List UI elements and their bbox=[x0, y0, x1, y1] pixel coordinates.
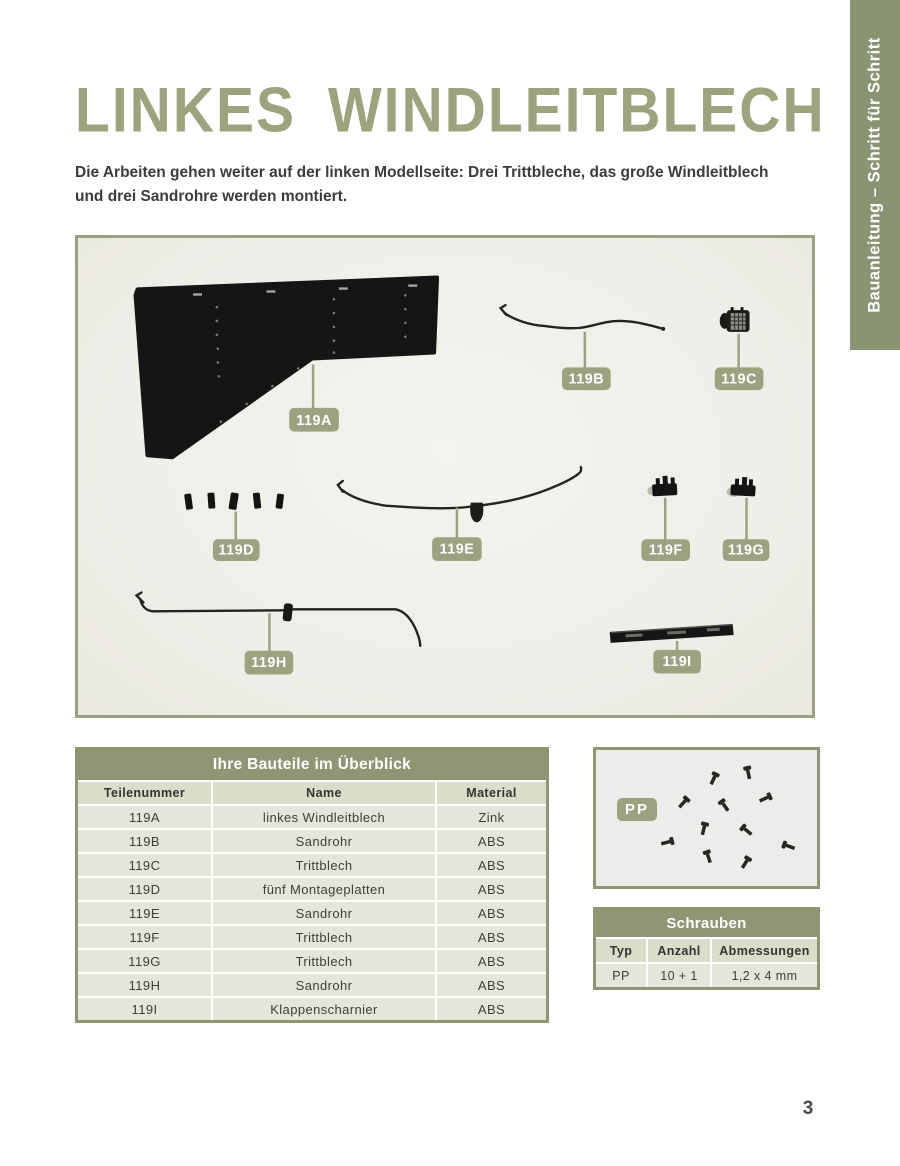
column-header-abmessungen: Abmessungen bbox=[712, 939, 817, 962]
cell-number: 119E bbox=[78, 902, 211, 924]
parts-table-title: Ihre Bauteile im Überblick bbox=[78, 750, 546, 780]
part-119c-shape bbox=[720, 307, 750, 332]
part-119i-shape bbox=[610, 624, 734, 643]
part-label-119d: 119D bbox=[218, 542, 254, 559]
table-row bbox=[78, 926, 546, 948]
chapter-tab-label: Bauanleitung – Schritt für Schritt bbox=[865, 37, 884, 313]
cell-name: Trittblech bbox=[213, 950, 435, 972]
cell-number: 119F bbox=[78, 926, 211, 948]
cell-material: ABS bbox=[437, 950, 546, 972]
table-row bbox=[78, 902, 546, 924]
cell-name: Sandrohr bbox=[213, 830, 435, 852]
cell-number: 119I bbox=[78, 998, 211, 1020]
cell-number: 119G bbox=[78, 950, 211, 972]
table-row bbox=[596, 964, 817, 987]
parts-photo bbox=[78, 238, 812, 715]
screws-table-title: Schrauben bbox=[596, 910, 817, 937]
screw-type-badge: PP bbox=[617, 798, 657, 821]
cell-abmessungen: 1,2 x 4 mm bbox=[712, 964, 817, 987]
intro-text: Die Arbeiten gehen weiter auf der linken Modellseite: Drei Trittbleche, das große Windleitblech und drei Sandrohre werden montiert. bbox=[75, 164, 769, 206]
cell-name: fünf Montageplatten bbox=[213, 878, 435, 900]
part-label-119h: 119H bbox=[251, 655, 287, 672]
part-label-119a: 119A bbox=[296, 413, 332, 430]
part-label-119e: 119E bbox=[439, 541, 475, 558]
table-row bbox=[78, 974, 546, 996]
cell-material: ABS bbox=[437, 902, 546, 924]
cell-material: ABS bbox=[437, 854, 546, 876]
part-119g-shape bbox=[727, 476, 756, 496]
table-row bbox=[78, 950, 546, 972]
part-119h-shape bbox=[137, 593, 421, 646]
screws-table bbox=[593, 907, 820, 990]
cell-number: 119D bbox=[78, 878, 211, 900]
part-label-119i: 119I bbox=[662, 654, 692, 671]
table-row bbox=[78, 806, 546, 828]
parts-photo-panel bbox=[75, 235, 815, 718]
table-row bbox=[78, 998, 546, 1020]
parts-overview-table bbox=[75, 747, 549, 1023]
cell-name: Klappenscharnier bbox=[213, 998, 435, 1020]
page-number: 3 bbox=[802, 1098, 814, 1119]
screws-photo-box bbox=[593, 747, 820, 889]
part-119e-shape bbox=[338, 467, 581, 522]
part-label-119c: 119C bbox=[721, 371, 757, 388]
parts-table-header-row bbox=[78, 782, 546, 804]
cell-number: 119A bbox=[78, 806, 211, 828]
cell-material: Zink bbox=[437, 806, 546, 828]
column-header-anzahl: Anzahl bbox=[648, 939, 710, 962]
part-label-119b: 119B bbox=[568, 371, 605, 388]
part-label-119f: 119F bbox=[648, 542, 683, 559]
part-119d-shape bbox=[184, 492, 284, 510]
part-119f-shape bbox=[647, 475, 677, 496]
column-header-typ: Typ bbox=[596, 939, 646, 962]
cell-name: linkes Windleitblech bbox=[213, 806, 435, 828]
table-row bbox=[78, 830, 546, 852]
column-header-teilenummer: Teilenummer bbox=[78, 782, 211, 804]
part-119b-shape bbox=[501, 305, 666, 331]
cell-material: ABS bbox=[437, 830, 546, 852]
cell-material: ABS bbox=[437, 998, 546, 1020]
cell-typ: PP bbox=[596, 964, 646, 987]
cell-name: Sandrohr bbox=[213, 974, 435, 996]
cell-number: 119C bbox=[78, 854, 211, 876]
cell-material: ABS bbox=[437, 926, 546, 948]
chapter-tab bbox=[850, 0, 900, 350]
table-row bbox=[78, 878, 546, 900]
cell-material: ABS bbox=[437, 974, 546, 996]
column-header-material: Material bbox=[437, 782, 546, 804]
cell-anzahl: 10 + 1 bbox=[648, 964, 710, 987]
cell-number: 119B bbox=[78, 830, 211, 852]
table-row bbox=[78, 854, 546, 876]
part-label-119g: 119G bbox=[727, 542, 765, 559]
column-header-name: Name bbox=[213, 782, 435, 804]
screws-table-header-row bbox=[596, 939, 817, 962]
cell-name: Trittblech bbox=[213, 854, 435, 876]
cell-name: Trittblech bbox=[213, 926, 435, 948]
cell-number: 119H bbox=[78, 974, 211, 996]
page-title: LINKES WINDLEITBLECH bbox=[75, 75, 826, 146]
cell-material: ABS bbox=[437, 878, 546, 900]
part-119a-shape bbox=[136, 278, 438, 458]
cell-name: Sandrohr bbox=[213, 902, 435, 924]
